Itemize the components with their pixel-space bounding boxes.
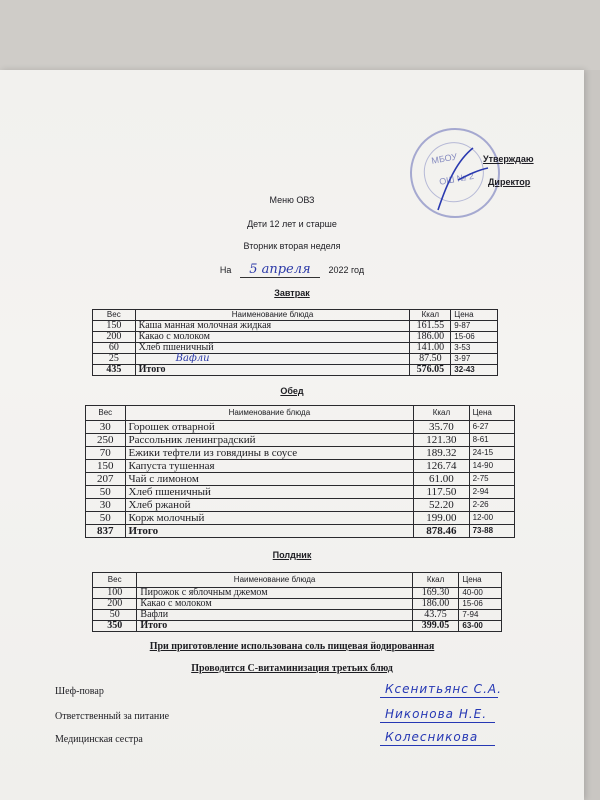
total-row [86, 525, 515, 538]
cell-weight: 70 [86, 447, 126, 460]
cell-kcal: 161.55 [410, 321, 451, 332]
stamp-text-line-1: МБОУ [430, 151, 458, 166]
col-kcal: Ккал [414, 406, 469, 421]
nurse-label: Медицинская сестра [55, 734, 143, 745]
table-header-row [93, 573, 502, 588]
col-kcal: Ккал [412, 573, 459, 588]
table-row [86, 499, 515, 512]
table-row [86, 486, 515, 499]
cell-name: Хлеб пшеничный [125, 486, 414, 499]
cell-kcal: 186.00 [412, 599, 459, 610]
chef-signature-line [380, 697, 498, 698]
total-label: Итого [135, 365, 410, 376]
total-label: Итого [137, 621, 412, 632]
total-weight: 837 [86, 525, 126, 538]
table-row [93, 354, 498, 365]
date-handwritten: 5 апреля [240, 262, 320, 278]
salt-note: При приготовление использована соль пищевая йодированная [149, 641, 435, 652]
table-row [86, 421, 515, 434]
col-weight: Вес [93, 310, 136, 321]
vitamin-note: Проводится С-витаминизация третьих блюд [191, 663, 393, 674]
cell-weight: 200 [93, 599, 137, 610]
cell-kcal: 117.50 [414, 486, 469, 499]
total-price: 73-88 [469, 525, 514, 538]
date-suffix: 2022 год [328, 265, 365, 275]
col-kcal: Ккал [410, 310, 451, 321]
col-name: Наименование блюда [135, 310, 410, 321]
cell-name: Корж молочный [125, 512, 414, 525]
cell-price: 8-61 [469, 434, 514, 447]
total-row [93, 621, 502, 632]
cell-kcal: 52.20 [414, 499, 469, 512]
cell-price: 6-27 [469, 421, 514, 434]
cell-kcal: 121.30 [414, 434, 469, 447]
cell-weight: 60 [93, 343, 136, 354]
total-weight: 350 [93, 621, 137, 632]
table-row [86, 434, 515, 447]
cell-name: Вафли [137, 610, 412, 621]
total-weight: 435 [93, 365, 136, 376]
stamp-text-line-2: ОШ № 2 [438, 170, 475, 187]
date-prefix: На [219, 265, 232, 275]
cell-name-handwritten: Вафли [135, 354, 410, 365]
col-price: Цена [451, 310, 498, 321]
cell-price: 7-94 [459, 610, 502, 621]
cell-weight: 25 [93, 354, 136, 365]
chef-label: Шеф-повар [55, 686, 104, 697]
director-label: Директор [488, 177, 531, 187]
cell-kcal: 61.00 [414, 473, 469, 486]
cell-weight: 200 [93, 332, 136, 343]
cell-price: 3-53 [451, 343, 498, 354]
cell-weight: 30 [86, 421, 126, 434]
table-row [86, 447, 515, 460]
cell-price: 24-15 [469, 447, 514, 460]
chef-signature: Ксенитьянс С.А. [385, 682, 502, 696]
approve-label: Утверждаю [483, 154, 534, 164]
cell-weight: 100 [93, 588, 137, 599]
lunch-title: Обед [280, 386, 304, 396]
cell-name: Рассольник ленинградский [125, 434, 414, 447]
cell-price: 15-06 [451, 332, 498, 343]
cell-name: Хлеб пшеничный [135, 343, 410, 354]
col-weight: Вес [93, 573, 137, 588]
table-row [86, 512, 515, 525]
col-name: Наименование блюда [137, 573, 412, 588]
cell-name: Чай с лимоном [125, 473, 414, 486]
cell-weight: 250 [86, 434, 126, 447]
cell-name: Хлеб ржаной [125, 499, 414, 512]
cell-weight: 30 [86, 499, 126, 512]
cell-price: 2-94 [469, 486, 514, 499]
cell-name: Каша манная молочная жидкая [135, 321, 410, 332]
total-price: 32-43 [451, 365, 498, 376]
cell-price: 2-75 [469, 473, 514, 486]
cell-kcal: 35.70 [414, 421, 469, 434]
cell-weight: 50 [93, 610, 137, 621]
nurse-signature-line [380, 745, 495, 746]
week-day: Вторник вторая неделя [243, 241, 341, 251]
total-kcal: 399.05 [412, 621, 459, 632]
cell-kcal: 199.00 [414, 512, 469, 525]
responsible-signature-line [380, 722, 495, 723]
cell-kcal: 189.32 [414, 447, 469, 460]
responsible-label: Ответственный за питание [55, 711, 170, 722]
total-kcal: 576.05 [410, 365, 451, 376]
cell-price: 3-97 [451, 354, 498, 365]
background-edge [0, 0, 600, 70]
table-row [86, 460, 515, 473]
table-row [93, 610, 502, 621]
total-label: Итого [125, 525, 414, 538]
snack-title: Полдник [272, 550, 312, 560]
cell-name: Капуста тушенная [125, 460, 414, 473]
cell-price: 2-26 [469, 499, 514, 512]
cell-name: Горошек отварной [125, 421, 414, 434]
age-subtitle: Дети 12 лет и старше [247, 219, 337, 229]
total-kcal: 878.46 [414, 525, 469, 538]
total-price: 63-00 [459, 621, 502, 632]
snack-table [92, 572, 502, 632]
breakfast-table [92, 309, 498, 376]
cell-name: Ежики тефтели из говядины в соусе [125, 447, 414, 460]
col-price: Цена [469, 406, 514, 421]
cell-name: Какао с молоком [135, 332, 410, 343]
col-price: Цена [459, 573, 502, 588]
cell-name: Какао с молоком [137, 599, 412, 610]
date-line [0, 262, 584, 278]
table-header-row [93, 310, 498, 321]
col-name: Наименование блюда [125, 406, 414, 421]
cell-kcal: 43.75 [412, 610, 459, 621]
responsible-signature: Никонова Н.Е. [385, 707, 488, 721]
cell-kcal: 169.30 [412, 588, 459, 599]
table-header-row [86, 406, 515, 421]
table-row [93, 321, 498, 332]
table-row [93, 332, 498, 343]
lunch-table [85, 405, 515, 538]
cell-name: Пирожок с яблочным джемом [137, 588, 412, 599]
cell-price: 15-06 [459, 599, 502, 610]
table-row [93, 599, 502, 610]
cell-price: 9-87 [451, 321, 498, 332]
cell-price: 40-00 [459, 588, 502, 599]
col-weight: Вес [86, 406, 126, 421]
cell-kcal: 141.00 [410, 343, 451, 354]
cell-kcal: 87.50 [410, 354, 451, 365]
menu-title: Меню ОВЗ [269, 195, 315, 205]
cell-price: 12-00 [469, 512, 514, 525]
table-row [86, 473, 515, 486]
nurse-signature: Колесникова [385, 730, 479, 744]
cell-weight: 150 [93, 321, 136, 332]
cell-weight: 50 [86, 486, 126, 499]
total-row [93, 365, 498, 376]
breakfast-title: Завтрак [274, 288, 310, 298]
table-row [93, 588, 502, 599]
cell-kcal: 126.74 [414, 460, 469, 473]
cell-weight: 150 [86, 460, 126, 473]
table-row [93, 343, 498, 354]
cell-price: 14-90 [469, 460, 514, 473]
cell-weight: 207 [86, 473, 126, 486]
cell-weight: 50 [86, 512, 126, 525]
cell-kcal: 186.00 [410, 332, 451, 343]
